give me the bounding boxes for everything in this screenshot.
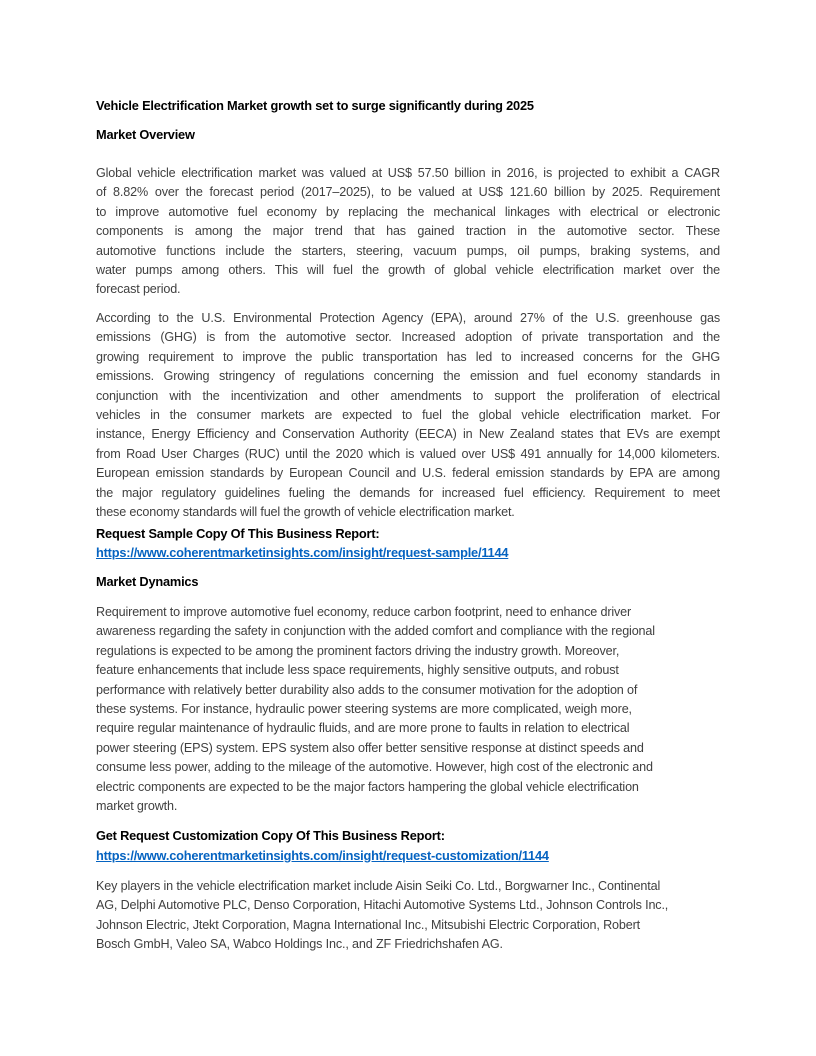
text-line: performance with relatively better durability also adds to the consumer motivation for the adoption of xyxy=(96,682,638,697)
text-line: electric components are expected to be the major factors hampering the global vehicle electrification xyxy=(96,779,639,794)
text-line: market growth. xyxy=(96,798,178,813)
text-line: consume less power, adding to the mileage of the automotive. However, high cost of the electronic and xyxy=(96,760,653,775)
text-line: Key players in the vehicle electrification market include Aisin Seiki Co. Ltd., Borgwarner Inc., Continental xyxy=(96,879,661,893)
text-line: automotive functions include the starters, steering, vacuum pumps, oil pumps, braking systems, and xyxy=(96,243,720,258)
text-line: Johnson Electric, Jtekt Corporation, Magna International Inc., Mitsubishi Electric Corporation, Robert xyxy=(96,917,640,932)
text-line: from Road User Charges (RUC) until the 2020 which is valued over US$ 491 annually for 14,000 kilometers. xyxy=(96,446,720,461)
text-line: Requirement to improve automotive fuel economy, reduce carbon footprint, need to enhance driver xyxy=(96,605,632,619)
text-line: power steering (EPS) system. EPS system also offer better sensitive response at distinct speeds and xyxy=(96,740,644,755)
text-line: require regular maintenance of hydraulic fluids, and are more prone to faults in relation to electrical xyxy=(96,721,630,736)
text-line: instance, Energy Efficiency and Conservation Authority (EECA) in New Zealand states that EVs are exempt xyxy=(96,427,720,442)
text-line: Global vehicle electrification market was valued at US$ 57.50 billion in 2016, is projected to exhibit a CAGR xyxy=(96,166,720,180)
overview-paragraph-2 xyxy=(96,309,720,522)
text-line: awareness regarding the safety in conjunction with the added comfort and compliance with the regional xyxy=(96,624,655,639)
text-line: these systems. For instance, hydraulic power steering systems are more complicated, weigh more, xyxy=(96,701,632,716)
text-line: components is among the major trend that has gained traction in the automotive sector. These xyxy=(96,224,720,239)
text-line: growing requirement to improve the public transportation has led to increased concerns for the GHG xyxy=(96,349,720,364)
text-line: water pumps among others. This will fuel the growth of global vehicle electrification market over the xyxy=(96,262,720,277)
dynamics-paragraph xyxy=(96,603,720,816)
text-line: emissions (GHG) is from the automotive sector. Increased adoption of private transportation and the xyxy=(96,330,720,345)
text-line: the major regulatory guidelines fueling the demands for increased fuel efficiency. Requirement to meet xyxy=(96,485,720,500)
overview-paragraph-1 xyxy=(96,164,720,300)
key-players-paragraph xyxy=(96,877,720,955)
text-line: vehicles in the consumer markets are expected to fuel the global vehicle electrification market. For xyxy=(96,407,720,422)
request-sample-label: Request Sample Copy Of This Business Report: xyxy=(96,526,380,541)
request-sample-link[interactable]: https://www.coherentmarketinsights.com/insight/request-sample/1144 xyxy=(96,545,509,560)
document-title: Vehicle Electrification Market growth set to surge significantly during 2025 xyxy=(96,98,534,113)
text-line: forecast period. xyxy=(96,282,181,297)
section-heading-market-dynamics: Market Dynamics xyxy=(96,574,199,589)
text-line: emissions. Growing stringency of regulations concerning the emission and fuel economy standards in xyxy=(96,369,720,384)
text-line: conjunction with the incentivization and other amendments to support the proliferation of electrical xyxy=(96,388,720,403)
text-line: these economy standards will fuel the growth of vehicle electrification market. xyxy=(96,504,515,519)
text-line: regulations is expected to be among the prominent factors driving the industry growth. Moreover, xyxy=(96,643,620,658)
request-customization-link[interactable]: https://www.coherentmarketinsights.com/insight/request-customization/1144 xyxy=(96,848,549,863)
text-line: According to the U.S. Environmental Protection Agency (EPA), around 27% of the U.S. greenhouse gas xyxy=(96,311,720,325)
section-heading-market-overview: Market Overview xyxy=(96,127,195,142)
text-line: of 8.82% over the forecast period (2017–2025), to be valued at US$ 121.60 billion by 2025. Requirement xyxy=(96,185,720,200)
text-line: AG, Delphi Automotive PLC, Denso Corporation, Hitachi Automotive Systems Ltd., Johnson Controls Inc., xyxy=(96,898,669,913)
text-line: to improve automotive fuel economy by replacing the mechanical linkages with electrical or electronic xyxy=(96,204,720,219)
text-line: European emission standards by European Council and U.S. federal emission standards by EPA are among xyxy=(96,466,720,481)
text-line: feature enhancements that include less space requirements, highly sensitive outputs, and robust xyxy=(96,663,619,678)
text-line: Bosch GmbH, Valeo SA, Wabco Holdings Inc., and ZF Friedrichshafen AG. xyxy=(96,937,503,952)
request-customization-label: Get Request Customization Copy Of This Business Report: xyxy=(96,828,445,843)
